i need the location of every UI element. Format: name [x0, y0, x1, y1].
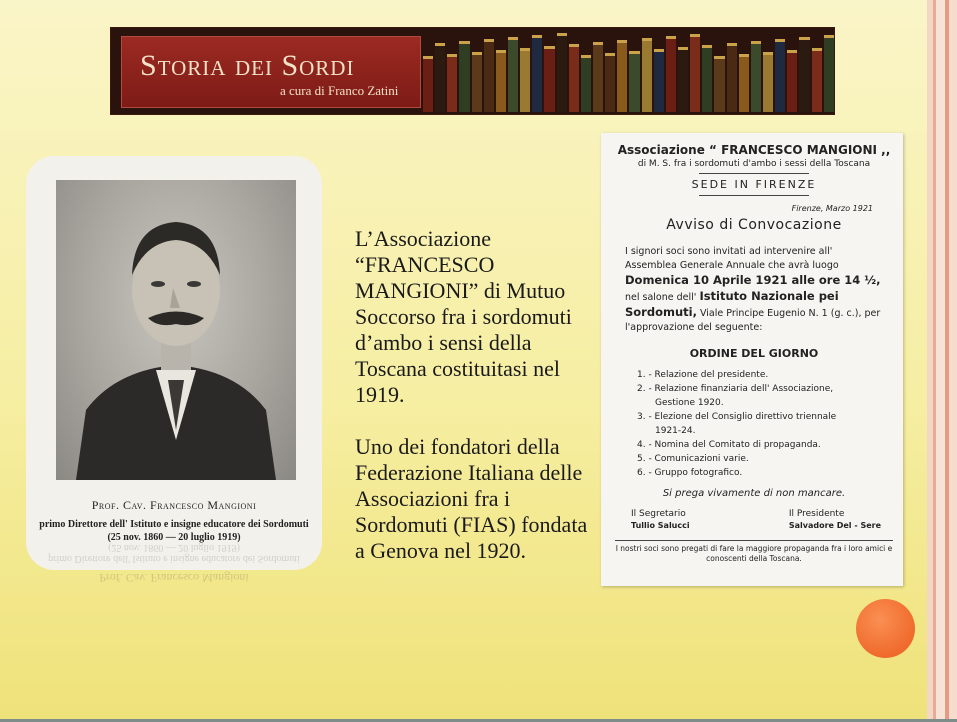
doc-agenda-list	[615, 368, 893, 480]
book-spine	[654, 49, 664, 112]
doc-date: Firenze, Marzo 1921	[791, 204, 873, 213]
banner-title-plate	[121, 36, 421, 108]
portrait-card	[26, 156, 322, 570]
main-paragraph-fias: Uno dei fondatori della Federazione Italiana delle Associazioni fra i Sordomuti (FIAS) fondata a Genova nel 1920.	[355, 434, 588, 563]
book-spine	[459, 41, 469, 112]
book-spine	[727, 43, 737, 112]
main-paragraph-association: L’Associazione “FRANCESCO MANGIONI” di Mutuo Soccorso fra i sordomuti d’ambo i sensi della Toscana costituitasi nel 1919.	[355, 226, 572, 407]
doc-body-mid: nel salone dell'	[625, 292, 697, 303]
book-spine	[642, 38, 652, 112]
list-item: 4. - Nomina del Comitato di propaganda.	[637, 440, 821, 450]
portrait-caption-name: Prof. Cav. Francesco Mangioni	[91, 498, 257, 512]
list-item: 5. - Comunicazioni varie.	[637, 454, 749, 464]
doc-footer-note: I nostri soci sono pregati di fare la maggiore propaganda fra i loro amici e conoscenti della Toscana.	[615, 544, 893, 563]
book-spine	[702, 45, 712, 112]
doc-signatures	[615, 509, 893, 530]
main-text	[355, 226, 595, 564]
portrait-caption-role: primo Direttore dell' Istituto e insigne educatore dei Sordomuti	[39, 519, 309, 530]
book-spine	[593, 42, 603, 112]
book-spine	[824, 35, 834, 112]
reflection-caption-name: Prof. Cav. Francesco Mangioni	[99, 571, 249, 585]
bookshelf-illustration	[423, 32, 834, 112]
book-spine	[678, 47, 688, 112]
doc-sede: SEDE IN FIRENZE	[691, 178, 817, 191]
book-spine	[690, 34, 700, 112]
doc-subtitle: di M. S. fra i sordomuti d'ambo i sessi della Toscana	[637, 159, 871, 169]
list-item: 6. - Gruppo fotografico.	[637, 468, 743, 478]
doc-body	[615, 245, 893, 335]
book-spine	[617, 40, 627, 112]
book-spine	[557, 33, 567, 112]
doc-divider	[699, 173, 809, 174]
book-spine	[544, 46, 554, 112]
book-spine	[423, 56, 433, 112]
book-spine	[812, 48, 822, 112]
doc-ordine-heading: ORDINE DEL GIORNO	[689, 347, 819, 360]
portrait-caption-dates: (25 nov. 1860 — 20 luglio 1919)	[107, 532, 241, 543]
book-spine	[447, 54, 457, 112]
book-spine	[787, 50, 797, 112]
doc-prega: Si prega vivamente di non mancare.	[662, 488, 846, 499]
book-spine	[714, 56, 724, 112]
list-item: 3. - Elezione del Consiglio direttivo triennale 1921-24.	[637, 412, 837, 436]
banner-subtitle: a cura di Franco Zatini	[280, 83, 399, 98]
reflection-caption-role: primo Direttore dell' Istituto e insigne educatore dei Sordomuti	[48, 553, 300, 564]
doc-president-name: Salvadore Del - Sere	[788, 521, 881, 530]
portrait-photo	[56, 180, 296, 480]
portrait-illustration	[56, 180, 296, 480]
book-spine	[484, 39, 494, 112]
doc-avviso-heading: Avviso di Convocazione	[666, 217, 842, 233]
book-spine	[435, 43, 445, 112]
reflection-caption-dates: (25 nov. 1860 — 20 luglio 1919)	[108, 542, 240, 553]
doc-body-intro: I signori soci sono invitati ad intervenire all' Assemblea Generale Annuale che avrà luogo	[625, 246, 839, 271]
book-spine	[799, 37, 809, 112]
doc-president-role: Il Presidente	[788, 509, 845, 519]
doc-secretary-name: Tullio Salucci	[631, 521, 690, 530]
doc-title: Associazione “ FRANCESCO MANGIONI ,,	[617, 143, 891, 157]
book-spine	[496, 50, 506, 112]
book-spine	[472, 52, 482, 112]
book-spine	[629, 51, 639, 112]
book-spine	[751, 41, 761, 112]
book-spine	[666, 36, 676, 112]
list-item: 1. - Relazione del presidente.	[637, 370, 769, 380]
banner-title: Storia dei Sordi	[140, 49, 355, 82]
list-item: 2. - Relazione finanziaria dell' Associazione, Gestione 1920.	[637, 384, 834, 408]
doc-divider	[699, 195, 809, 196]
doc-body-end: Viale Principe Eugenio N. 1 (g. c.), per l'approvazione del seguente:	[625, 308, 881, 333]
portrait-reflection	[26, 542, 322, 692]
doc-body-date: Domenica 10 Aprile 1921 alle ore 14 ½,	[625, 273, 881, 287]
decorative-orange-circle	[856, 599, 915, 658]
decorative-right-stripes	[927, 0, 957, 722]
book-spine	[532, 35, 542, 112]
book-spine	[569, 44, 579, 112]
book-spine	[520, 48, 530, 112]
doc-secretary-role: Il Segretario	[631, 509, 686, 519]
portrait-caption	[26, 498, 322, 543]
book-spine	[775, 39, 785, 112]
book-spine	[739, 54, 749, 112]
convocation-notice-document	[601, 133, 903, 586]
book-spine	[581, 55, 591, 112]
book-spine	[508, 37, 518, 112]
book-spine	[605, 53, 615, 112]
header-banner	[110, 27, 835, 115]
book-spine	[763, 52, 773, 112]
doc-body-venue: Istituto Nazionale pei Sordomuti,	[625, 289, 839, 319]
doc-footer-divider	[615, 540, 893, 541]
